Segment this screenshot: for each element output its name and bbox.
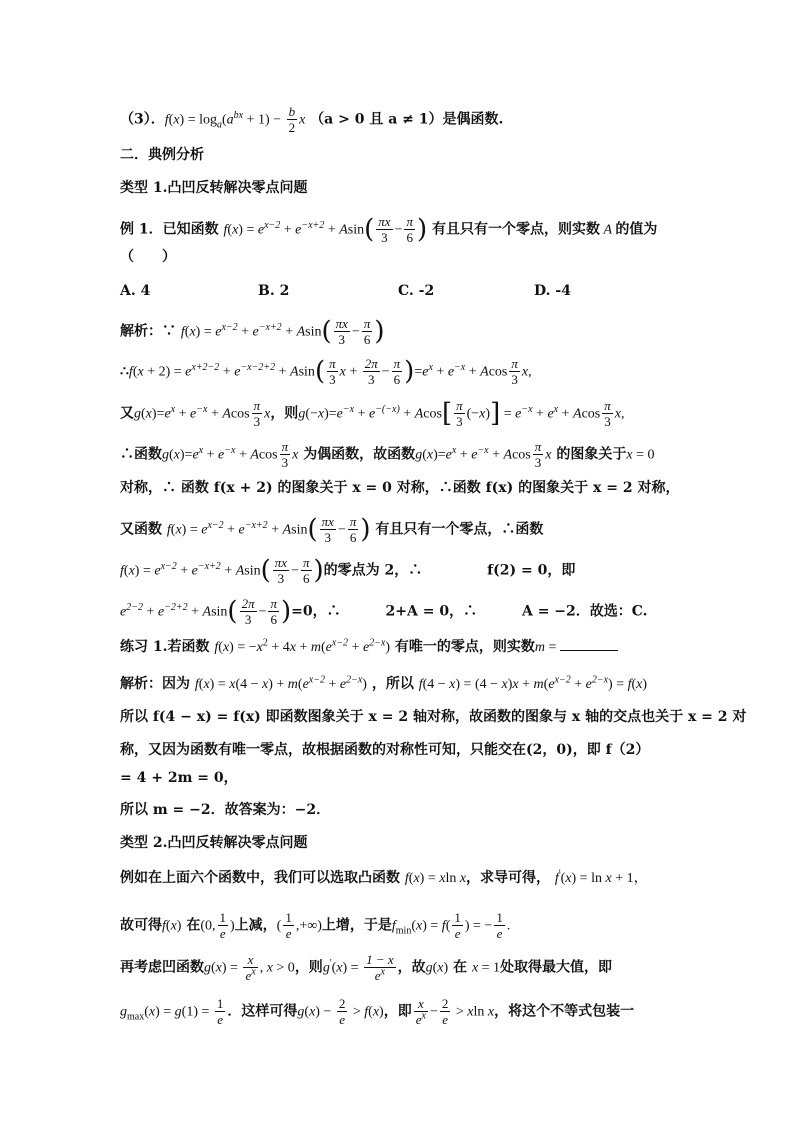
- solution-line-8: $e^{2-2} + e^{-2+2} + Asin$( $\frac{2\pi}{3}$ − $\frac{\pi}{6}$ )=0，∴ 2+A = 0，∴ A = −2．故选：C.: [120, 596, 648, 627]
- exercise-solution-2: 所以 f(4 − x) = f(x) 即函数图象关于 x = 2 轴对称，故函数的图象与 x 轴的交点也关于 x = 2 对: [120, 709, 747, 725]
- type-2-line-2: 故可得f(x) 在(0, $\frac{1}{e}$ )上减，( $\frac{1}{e}$ ,+∞)上增，于是$f_{min}(x) = f$( $\frac{1}{e}$ ) = − $\frac{1}{e}$ .: [120, 910, 511, 941]
- solution-line-2: ∴f(x + $2) = e^{x+2-2} + e^{-x-2+2} + Asin$( $\frac{\pi}{3}$ x + $\frac{2\pi}{3}$ − $\frac{\pi}{6}$ )$=e^x + e^{-x} + Acos$ $\frac{\pi}{3}$ x,: [120, 356, 532, 387]
- exercise-answer: 所以 m = −2．故答案为：−2．: [120, 802, 331, 818]
- solution-line-1: 解析：∵ $f(x) = e^{x-2} + e^{-x+2} + Asin$( $\frac{\pi x}{3}$ − $\frac{\pi}{6}$ ): [120, 316, 385, 347]
- solution-line-5: 对称，∴ 函数 f(x + 2) 的图象关于 x = 0 对称，∴函数 f(x) 的图象关于 x = 2 对称，: [120, 480, 680, 496]
- type-2-heading: 类型 2.凸凹反转解决零点问题: [120, 835, 308, 851]
- section-heading: 二．典例分析: [120, 147, 204, 163]
- exercise-1: 练习 1.若函数 $f(x) = -x^2 + 4x + m(e^{x-2} + e^{2-x})$ 有唯一的零点，则实数m =: [120, 637, 694, 658]
- solution-line-3: 又$g(x)=e^x + e^{-x} + Acos$ $\frac{\pi}{3}$ x，则$g(-x)=e^{-x} + e^{-(-x)} + Acos$[ $\frac{\pi}{3}$ $(-x)] = e^{-x} + e^x + Acos$ $\frac{\pi}{3}$ x,: [120, 398, 625, 429]
- example-1: 例 1．已知函数 $f(x) = e^{x-2} + e^{-x+2} + Asin$( $\frac{\pi x}{3}$ − $\frac{\pi}{6}$ ) 有且只有一个零点，则实数 A 的值为: [120, 214, 658, 245]
- line-property-3: （3）．$f(x) = \log_a(a^{bx} + 1)$ − $\frac{b}{2}$ x （a > 0 且 a ≠ 1）是偶函数.: [120, 104, 504, 135]
- exercise-solution-3: 称，又因为函数有唯一零点，故根据函数的对称性可知，只能交在(2，0)，即 f（2）: [120, 742, 650, 758]
- type-2-line-3: 再考虑凹函数g(x) = $\frac{x}{e^x}$ , x > 0，则g'(x) = $\frac{1 - x}{e^x}$ ，故g(x) 在 x = 1处取得最大值，即: [120, 952, 613, 983]
- answer-paren: （ ）: [120, 249, 176, 265]
- type-1-heading: 类型 1.凸凹反转解决零点问题: [120, 180, 308, 196]
- solution-line-4: ∴函数$g(x)=e^x + e^{-x} + Acos$ $\frac{\pi}{3}$ x 为偶函数，故函数$g(x)=e^x + e^{-x} + Acos$ $\frac{\pi}{3}$ x 的图象关于x = 0: [120, 439, 655, 470]
- exercise-solution-1: 解析：因为 $f(x) = x(4 - x) + m(e^{x-2} + e^{2-x})$ ，所以 $f(4 - x) = (4 - x)x + m(e^{x-2} + e^{2-x}) = f(x)$: [120, 674, 648, 692]
- type-2-line-1: 例如在上面六个函数中，我们可以选取凸函数 f(x) = xln x，求导可得， f'(x) = ln x + 1，: [120, 868, 648, 886]
- exercise-solution-4: = 4 + 2m = 0，: [120, 770, 238, 786]
- option-a: A. 4: [120, 283, 151, 299]
- solution-line-6: 又函数 $f(x) = e^{x-2} + e^{-x+2} + Asin$( $\frac{\pi x}{3}$ − $\frac{\pi}{6}$ ) 有且只有一个零点，∴函数: [120, 514, 544, 545]
- option-b: B. 2: [258, 283, 290, 299]
- option-c: C. -2: [398, 283, 435, 299]
- type-2-line-4: $g_{max}(x) = g(1)$ = $\frac{1}{e}$ ．这样可得g(x) − $\frac{2}{e}$ > f(x)，即 $\frac{x}{e^x}$ − $\frac{2}{e}$ > xln x，将这个不等式包装一: [120, 996, 635, 1027]
- solution-line-7: $f(x) = e^{x-2} + e^{-x+2} + Asin$( $\frac{\pi x}{3}$ − $\frac{\pi}{6}$ )的零点为 2，∴ f(2) = 0，即: [120, 555, 576, 586]
- option-d: D. -4: [534, 283, 571, 299]
- answer-blank: [560, 650, 618, 651]
